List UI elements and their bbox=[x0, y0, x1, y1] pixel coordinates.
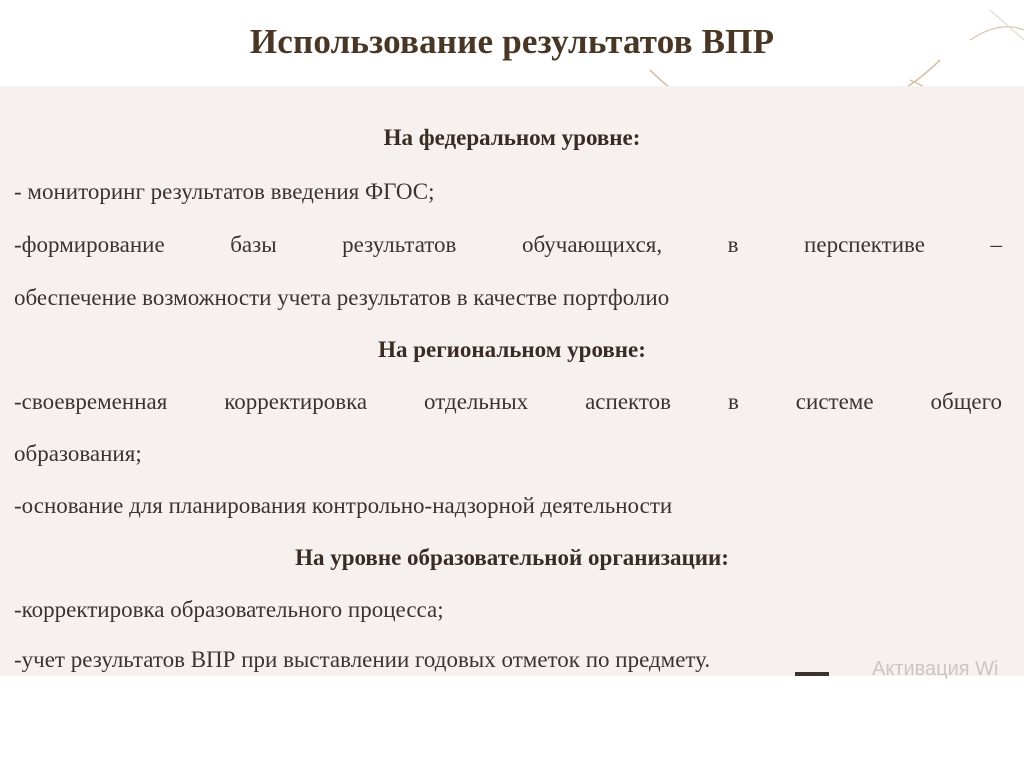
list-item: образования; bbox=[14, 441, 142, 466]
list-item: -основание для планирования контрольно-надзорной деятельности bbox=[14, 493, 673, 518]
section-heading-school: На уровне образовательной организации: bbox=[295, 545, 729, 570]
list-item: -корректировка образовательного процесса; bbox=[14, 597, 444, 622]
list-item: - мониторинг результатов введения ФГОС; bbox=[14, 179, 435, 204]
list-item: обеспечение возможности учета результатов в качестве портфолио bbox=[14, 285, 670, 310]
activation-watermark: Активация Wi bbox=[872, 658, 999, 680]
section-heading-federal: На федеральном уровне: bbox=[383, 125, 641, 150]
list-item: -формирование базы результатов обучающихся, в перспективе – bbox=[14, 232, 1002, 257]
slide-title: Использование результатов ВПР bbox=[249, 22, 775, 61]
content-panel bbox=[0, 86, 1024, 676]
list-item: -своевременная корректировка отдельных аспектов в системе общего bbox=[14, 389, 1002, 414]
underline-mark bbox=[795, 672, 829, 676]
list-item: -учет результатов ВПР при выставлении годовых отметок по предмету. bbox=[14, 647, 711, 672]
section-heading-regional: На региональном уровне: bbox=[378, 337, 646, 362]
